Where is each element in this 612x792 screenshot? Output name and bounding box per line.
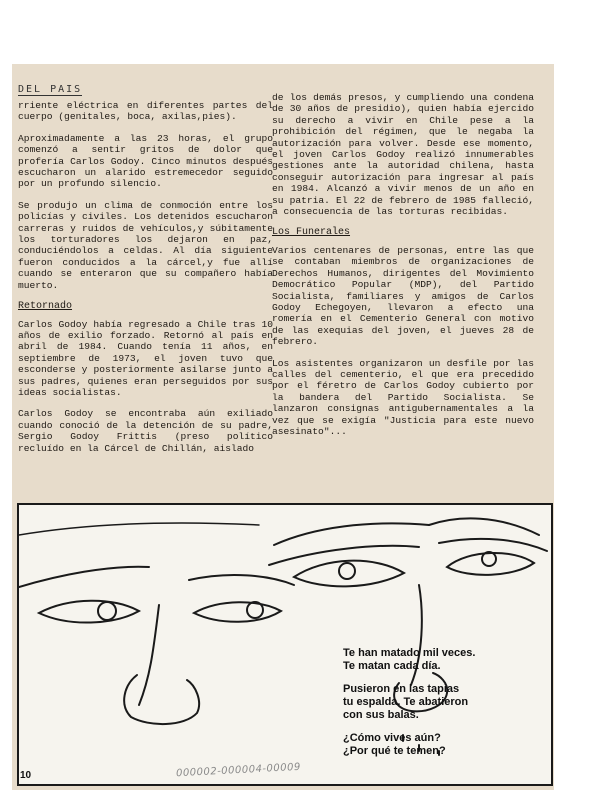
poem-stanza [343,647,533,673]
right-lid-crease-2 [439,539,547,551]
poem-stanza [343,732,533,758]
right-paragraphs-bottom [272,245,534,438]
subhead-retornado: Retornado [18,301,73,313]
left-eye-2 [194,602,281,622]
subhead-funerales: Los Funerales [272,227,351,239]
paragraph: Los asistentes organizaron un desfile por las calles del cementerio, el que era precedido por el féretro de Carlos Godoy cubierto por la bandera del Partido Socialista. Se lanzaron consignas antigubernamentales a la vez que se exigía "Justicia para este nuevo asesinato"... [272,357,534,437]
left-brow-2 [189,575,294,585]
paragraph: rriente eléctrica en diferentes partes del cuerpo (genitales, boca, axilas,pies). [18,100,273,123]
poem-line: Pusieron en las tapias [343,683,460,695]
left-nose-line [139,605,159,705]
eyes-illustration [17,503,553,786]
paragraph: Varios centenares de personas, entre las que se contaban miembros de organizaciones de Derechos Humanos, dirigentes del Movimiento Democrático Popular (MDP), del Partido Socialista, familiares y amigos de Carlos Godoy Echegoyen, llevaron a efecto una romería en el Cementerio General con motivo de las exequias del joven, el jueves 28 de febrero. [272,244,534,348]
right-column [272,92,534,447]
right-pupil [339,563,355,579]
right-brow-2 [429,518,539,535]
left-pupil-2 [247,602,263,618]
right-eye-2 [447,553,534,575]
page-number: 10 [20,770,32,781]
right-paragraphs-top [272,92,534,217]
section-header: DEL PAIS [18,84,83,95]
archive-stamp: 000002-000004-00009 [175,761,302,780]
left-nose-tip [124,675,199,724]
left-paragraphs-top [18,100,273,291]
paragraph: de los demás presos, y cumpliendo una condena de 30 años de presidio), quien había ejercido su derecho a vivir en Chile pese a la prohibición del régimen, que le negaba la autorización para volver. Desde ese momento, el joven Carlos Godoy realizó innumerables gestiones ante la autoridad chilena, hasta conseguir autorización para ingresar al país en 1984. Alcanzó a vivir menos de un año en su patria. El 22 de febrero de 1985 falleció, a consecuencia de las torturas recibidas. [272,92,534,218]
left-paragraphs-bottom [18,319,273,454]
paragraph: Se produjo un clima de conmoción entre los policías y civiles. Los detenidos escucharon carreras y ruidos de vehículos,y súbitamente los torturadores los dejaron en paz, conduciéndolos a celdas. Al día siguiente fueron conducidos a la cárcel,y fue allí cuando se enteraron que su compañero había muerto. [18,199,273,291]
poem-line: ¿Por qué te temen? [343,745,446,757]
poem-line: Te matan cada día. [343,660,441,672]
right-eye [294,561,404,587]
paragraph: Carlos Godoy había regresado a Chile tras 10 años de exilio forzado. Retornó al país en abril de 1984. Cuando tenía 11 años, en septiembre de 1973, el joven tuvo que esconderse y posteriormente asilarse junto a sus padres, quienes eran perseguidos por sus ideas socialistas. [18,318,273,398]
left-column [18,100,273,464]
right-lid-crease [269,546,419,565]
poem-stanza [343,683,533,722]
paragraph: Aproximadamente a las 23 horas, el grupo comenzó a sentir gritos de dolor que profería Carlos Godoy. Cinco minutos después escucharon un alarido estremecedor seguido por un profundo silencio. [18,132,273,190]
left-brow [19,567,149,587]
right-pupil-2 [482,552,496,566]
left-eye [39,601,139,623]
poem-line: Te han matado mil veces. [343,647,476,659]
poem-line: con sus balas. [343,709,419,721]
poem-line: ¿Cómo vives aún? [343,732,441,744]
poem [343,647,533,768]
left-pupil [98,602,116,620]
poem-line: tu espalda. Te abatieron [343,696,469,708]
right-brow [274,523,429,545]
paragraph: Carlos Godoy se encontraba aún exiliado cuando conoció de la detención de su padre, Sergio Godoy Frittis (preso político recluído en la Cárcel de Chillán, aislado [18,408,273,454]
